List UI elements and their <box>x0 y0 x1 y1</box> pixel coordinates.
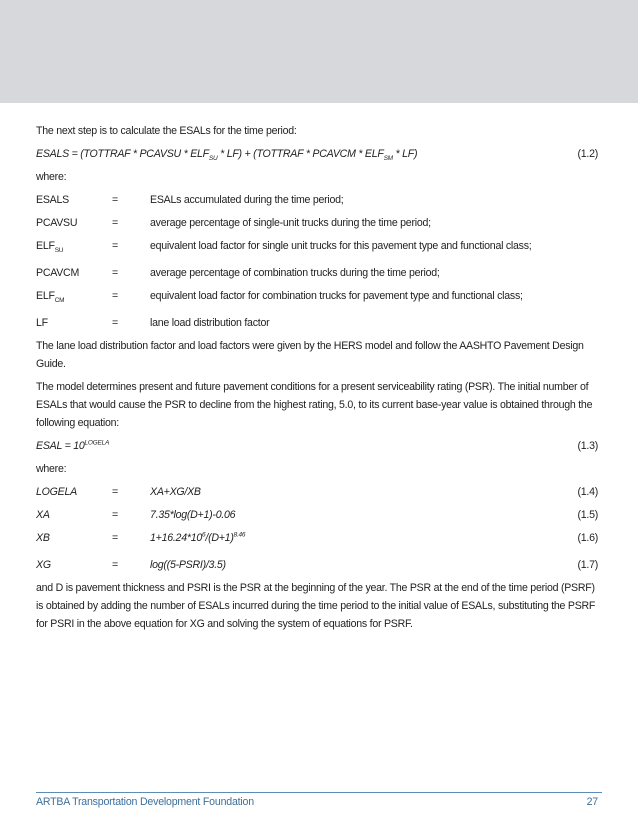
footer-organization: ARTBA Transportation Development Foundation <box>36 796 254 808</box>
definition-term: PCAVCM <box>36 267 80 279</box>
definition-row <box>36 264 602 282</box>
model-paragraph: The model determines present and future pavement conditions for a present serviceability rating (PSR). The initial number of ESALs that would cause the PSR to decline from the highest rating, 5.0, to its current base-year value is obtained through the following equation: <box>36 381 593 429</box>
equals-sign: = <box>112 317 118 329</box>
equals-sign: = <box>112 532 118 544</box>
equation-1-2 <box>36 145 602 163</box>
equation-text: * LF) <box>392 148 418 160</box>
header-band <box>0 0 638 103</box>
equation-text: * LF) + (TOTTRAF * PCAVCM * ELF <box>217 148 384 160</box>
closing-paragraph: and D is pavement thickness and PSRI is the PSR at the beginning of the year. The PSR at the end of the time period (PSRF) is obtained by adding the number of ESALs incurred during the time period to the initial value of ESALs, substituting the PSRF for PSRI in the above equation for XG and solving the system of equations for PSRF. <box>36 582 596 630</box>
equation-text: ESAL = 10 <box>36 440 85 452</box>
equation-term: LOGELA <box>36 486 77 498</box>
definition-row <box>36 214 602 232</box>
equation-text: ESALS = (TOTTRAF * PCAVSU * ELF <box>36 148 209 160</box>
definition-text: average percentage of combination trucks during the time period; <box>150 267 440 279</box>
definition-text: ESALs accumulated during the time period; <box>150 194 344 206</box>
definition-term: PCAVSU <box>36 217 78 229</box>
equation-number: (1.3) <box>577 440 598 452</box>
superscript: 6 <box>202 531 206 539</box>
definition-text: lane load distribution factor <box>150 317 270 329</box>
where-label: where: <box>36 463 67 475</box>
definition-row <box>36 314 602 332</box>
equals-sign: = <box>112 559 118 571</box>
intro-paragraph: The next step is to calculate the ESALs for the time period: <box>36 125 297 137</box>
superscript: LOGELA <box>84 439 110 447</box>
definition-term: ESALS <box>36 194 69 206</box>
superscript: 8.46 <box>233 531 246 539</box>
subscript: SU <box>208 155 218 163</box>
equation-row <box>36 483 602 501</box>
equals-sign: = <box>112 509 118 521</box>
equals-sign: = <box>112 240 118 252</box>
definition-term: $ELF_{SU}$ <box>36 240 64 255</box>
equals-sign: = <box>112 217 118 229</box>
equation-number: (1.5) <box>577 509 598 521</box>
definition-text: average percentage of single-unit trucks during the time period; <box>150 217 431 229</box>
equation-expression: XA+XG/XB <box>150 486 201 498</box>
equals-sign: = <box>112 194 118 206</box>
equation-term: XA <box>36 509 50 521</box>
subscript: CM <box>54 297 65 305</box>
equation-number: (1.2) <box>577 148 598 160</box>
equals-sign: = <box>112 290 118 302</box>
equation-number: (1.6) <box>577 532 598 544</box>
definition-term: LF <box>36 317 48 329</box>
equation-1-3 <box>36 437 602 455</box>
equation-number: (1.7) <box>577 559 598 571</box>
equation-term: XB <box>36 532 50 544</box>
where-label: where: <box>36 171 67 183</box>
equation-term: XG <box>36 559 51 571</box>
definition-text: equivalent load factor for combination trucks for pavement type and functional class; <box>150 290 523 302</box>
equation-expression: log((5-PSRI)/3.5) <box>150 559 226 571</box>
equation-row <box>36 506 602 524</box>
definition-row <box>36 191 602 209</box>
subscript: SM <box>383 155 393 163</box>
equation-expression: 7.35*log(D+1)-0.06 <box>150 509 236 521</box>
lane-factor-paragraph: The lane load distribution factor and load factors were given by the HERS model and follow the AASHTO Pavement Design Guide. <box>36 340 584 370</box>
definition-term: $ELF_{CM}$ <box>36 290 65 305</box>
page-footer <box>36 792 602 808</box>
equation-row <box>36 529 602 551</box>
equals-sign: = <box>112 486 118 498</box>
definition-row <box>36 237 602 259</box>
equation-expression: $1+16.24*10^6/(D+1)^{8.46}$ <box>150 531 246 544</box>
subscript: SU <box>54 247 64 255</box>
definition-text: equivalent load factor for single unit trucks for this pavement type and functional class; <box>150 240 532 252</box>
document-body <box>36 122 602 638</box>
page-number: 27 <box>586 796 598 808</box>
definition-row <box>36 287 602 309</box>
equals-sign: = <box>112 267 118 279</box>
equation-row <box>36 556 602 574</box>
equation-number: (1.4) <box>577 486 598 498</box>
